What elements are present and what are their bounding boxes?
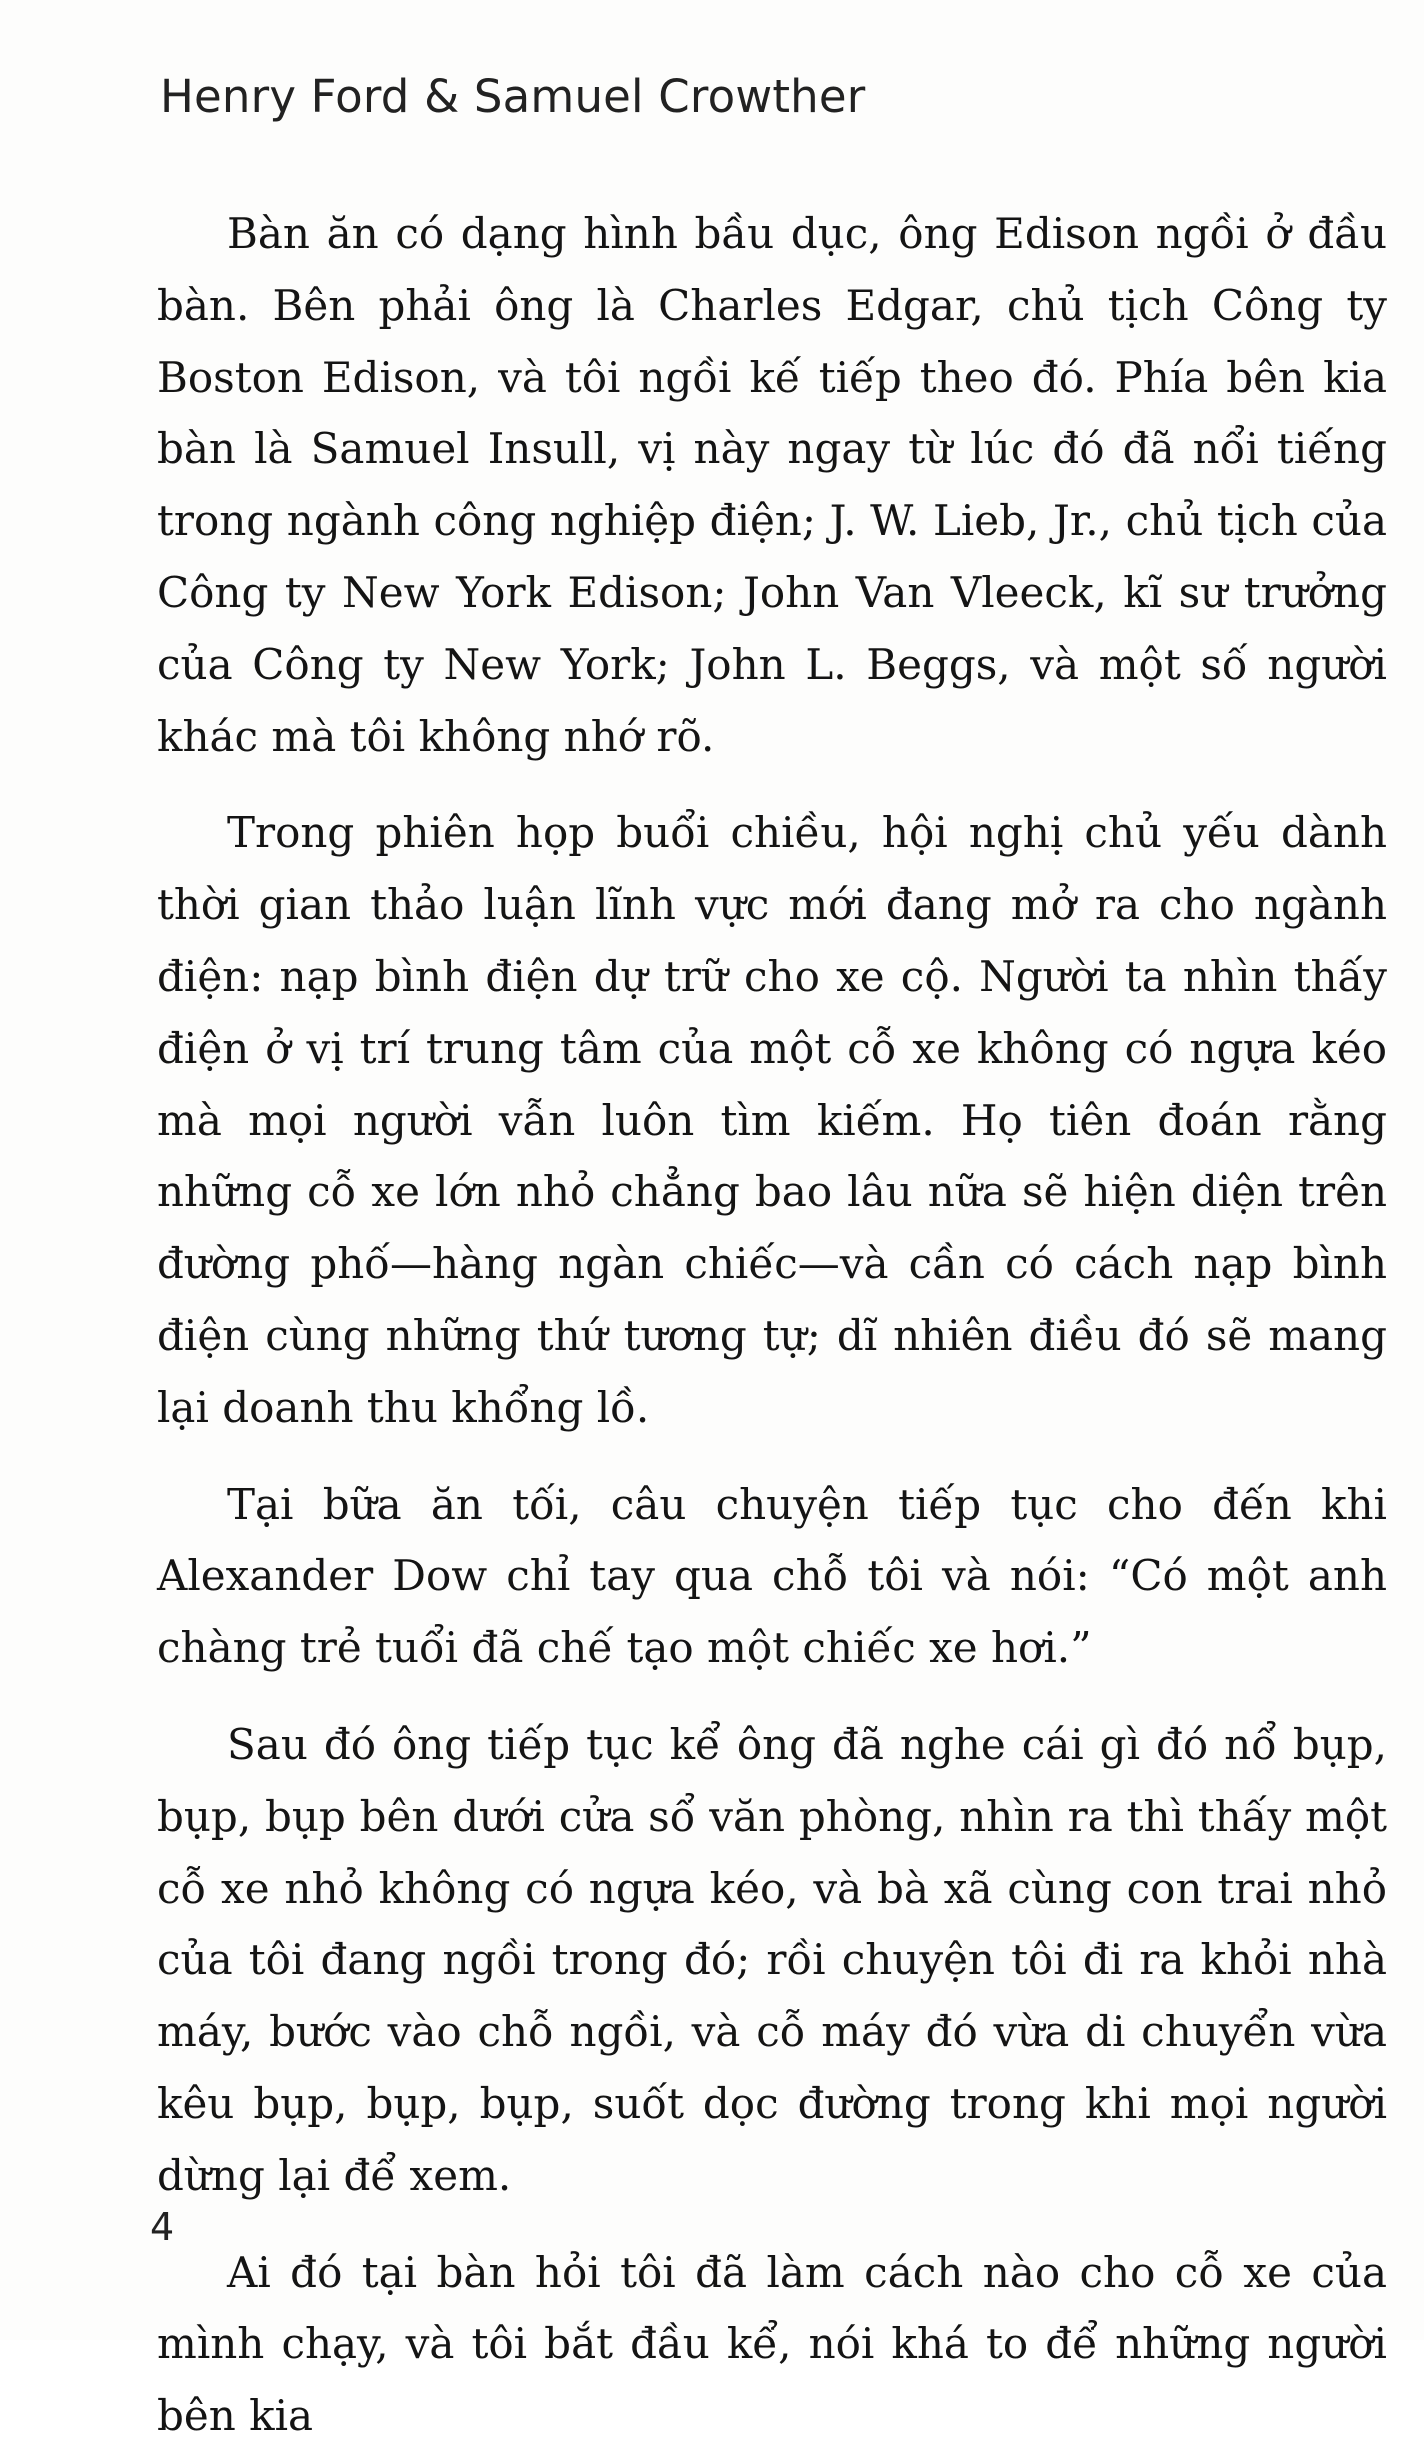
paragraph: Trong phiên họp buổi chiều, hội nghị chủ yếu dành thời gian thảo luận lĩnh vực mới đang mở ra cho ngành điện: nạp bình điện dự trữ cho xe cộ. Người ta nhìn thấy điện ở vị trí trung tâm của một cỗ xe không có ngựa kéo mà mọi người vẫn luôn tìm kiếm. Họ tiên đoán rằng những cỗ xe lớn nhỏ chẳng bao lâu nữa sẽ hiện diện trên đường phố—hàng ngàn chiếc—và cần có cách nạp bình điện cùng những thứ tương tự; dĩ nhiên điều đó sẽ mang lại doanh thu khổng lồ. [157, 808, 1387, 1432]
running-header: Henry Ford & Samuel Crowther [160, 70, 866, 123]
body-text [157, 198, 1387, 2452]
paragraph: Bàn ăn có dạng hình bầu dục, ông Edison ngồi ở đầu bàn. Bên phải ông là Charles Edgar, chủ tịch Công ty Boston Edison, và tôi ngồi kế tiếp theo đó. Phía bên kia bàn là Samuel Insull, vị này ngay từ lúc đó đã nổi tiếng trong ngành công nghiệp điện; J. W. Lieb, Jr., chủ tịch của Công ty New York Edison; John Van Vleeck, kĩ sư trưởng của Công ty New York; John L. Beggs, và một số người khác mà tôi không nhớ rõ. [157, 209, 1387, 761]
paragraph: Ai đó tại bàn hỏi tôi đã làm cách nào cho cỗ xe của mình chạy, và tôi bắt đầu kể, nói khá to để những người bên kia [157, 2247, 1387, 2441]
paragraph: Sau đó ông tiếp tục kể ông đã nghe cái gì đó nổ bụp, bụp, bụp bên dưới cửa sổ văn phòng, nhìn ra thì thấy một cỗ xe nhỏ không có ngựa kéo, và bà xã cùng con trai nhỏ của tôi đang ngồi trong đó; rồi chuyện tôi đi ra khỏi nhà máy, bước vào chỗ ngồi, và cỗ máy đó vừa di chuyển vừa kêu bụp, bụp, bụp, suốt dọc đường trong khi mọi người dừng lại để xem. [157, 1719, 1387, 2200]
page-number: 4 [150, 2205, 175, 2249]
paragraph: Tại bữa ăn tối, câu chuyện tiếp tục cho đến khi Alexander Dow chỉ tay qua chỗ tôi và nói: “Có một anh chàng trẻ tuổi đã chế tạo một chiếc xe hơi.” [157, 1479, 1387, 1673]
